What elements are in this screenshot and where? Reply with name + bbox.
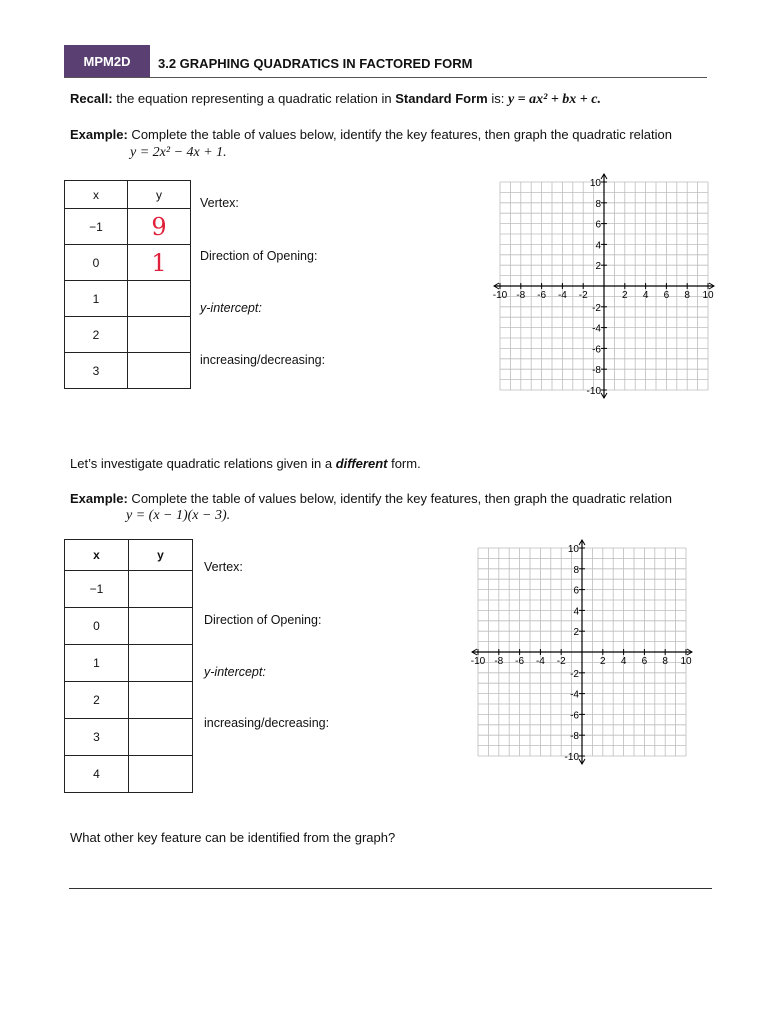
table-header-y: y [129, 540, 193, 571]
y-tick-label: -10 [586, 386, 601, 397]
header-divider [64, 77, 707, 78]
y-tick-label: 10 [589, 178, 601, 189]
example2-equation: y = (x − 1)(x − 3). [126, 508, 231, 523]
table-cell-y[interactable] [128, 209, 191, 245]
table-cell-x: 0 [65, 245, 128, 281]
handwritten-answer: 9 [151, 212, 167, 241]
table-cell-y[interactable] [129, 645, 193, 682]
y-tick-label: 2 [573, 627, 579, 639]
y-tick-label: 6 [573, 585, 579, 597]
table-cell-x: 1 [65, 645, 129, 682]
table-cell-y[interactable] [129, 719, 193, 756]
x-tick-label: 10 [702, 290, 714, 301]
y-tick-label: -6 [592, 344, 601, 356]
investigate-text: Let’s investigate quadratic relations given in a [70, 456, 336, 471]
x-tick-label: -8 [516, 290, 526, 301]
recall-label: Recall: [70, 91, 113, 106]
table-cell-y[interactable] [128, 353, 191, 389]
x-tick-label: 8 [684, 290, 690, 301]
table-cell-x: −1 [65, 209, 128, 245]
y-tick-label: 4 [573, 606, 579, 618]
recall-text: the equation representing a quadratic relation in [112, 91, 396, 106]
x-tick-label: -2 [578, 290, 588, 301]
example1-label: Example: [70, 127, 128, 142]
y-intercept-label: y-intercept: [200, 301, 262, 315]
x-tick-label: -4 [557, 290, 567, 301]
y-tick-label: 8 [595, 198, 601, 210]
y-tick-label: 8 [573, 564, 579, 576]
example1-equation: y = 2x² − 4x + 1. [130, 145, 227, 160]
question-text: What other key feature can be identified from the graph? [70, 830, 396, 845]
y-tick-label: 6 [595, 219, 601, 231]
direction-label: Direction of Opening: [204, 613, 322, 627]
table-cell-x: 2 [65, 682, 129, 719]
table-cell-y[interactable] [129, 571, 193, 608]
table-cell-y[interactable] [128, 245, 191, 281]
x-tick-label: 4 [620, 656, 627, 667]
y-tick-label: -8 [570, 731, 579, 743]
example1-text: Complete the table of values below, identify the key features, then graph the quadratic relation [127, 127, 672, 142]
y-tick-label: -10 [564, 752, 579, 763]
table-header-x: x [65, 540, 129, 571]
handwritten-answer: 1 [151, 248, 167, 277]
y-tick-label: -2 [570, 668, 579, 680]
table-cell-x: −1 [65, 571, 129, 608]
y-tick-label: 2 [595, 261, 601, 273]
standard-form-equation: y = ax² + bx + c. [507, 92, 601, 107]
x-tick-label: 8 [662, 656, 668, 667]
answer-line[interactable] [69, 888, 712, 889]
table-header-y: y [128, 181, 191, 209]
example1-value-table [64, 180, 191, 389]
y-intercept-label: y-intercept: [204, 665, 266, 679]
vertex-label: Vertex: [200, 196, 239, 210]
increasing-decreasing-label: increasing/decreasing: [204, 716, 330, 730]
example1-instruction [70, 127, 672, 142]
y-tick-label: -4 [592, 323, 601, 335]
table-cell-y[interactable] [128, 317, 191, 353]
y-tick-label: -4 [570, 689, 579, 701]
x-tick-label: 2 [600, 656, 606, 667]
table-cell-y[interactable] [128, 281, 191, 317]
table-cell-y[interactable] [129, 608, 193, 645]
coordinate-grid[interactable] [490, 168, 722, 404]
direction-label: Direction of Opening: [200, 249, 318, 263]
table-cell-x: 3 [65, 719, 129, 756]
x-tick-label: 6 [663, 290, 670, 301]
example2-text: Complete the table of values below, identify the key features, then graph the quadratic relation [127, 491, 672, 506]
x-tick-label: -6 [515, 656, 525, 667]
table-cell-x: 0 [65, 608, 129, 645]
table-cell-x: 3 [65, 353, 128, 389]
example2-value-table [64, 539, 193, 793]
page-title: 3.2 GRAPHING QUADRATICS IN FACTORED FORM [158, 56, 473, 71]
investigate-line [70, 456, 421, 471]
example2-instruction [70, 491, 672, 506]
x-tick-label: -8 [494, 656, 504, 667]
course-code-badge: MPM2D [64, 45, 150, 77]
increasing-decreasing-label: increasing/decreasing: [200, 353, 326, 367]
table-cell-x: 1 [65, 281, 128, 317]
x-tick-label: -10 [470, 656, 486, 667]
x-tick-label: 4 [642, 290, 649, 301]
table-cell-y[interactable] [129, 756, 193, 793]
x-tick-label: -4 [535, 656, 545, 667]
x-tick-label: 2 [622, 290, 628, 301]
x-tick-label: -6 [537, 290, 547, 301]
y-tick-label: 10 [567, 544, 579, 555]
x-tick-label: 10 [680, 656, 692, 667]
table-cell-y[interactable] [129, 682, 193, 719]
recall-line [70, 91, 601, 108]
x-tick-label: -2 [556, 656, 566, 667]
table-cell-x: 4 [65, 756, 129, 793]
y-tick-label: -6 [570, 710, 579, 722]
y-tick-label: 4 [595, 240, 601, 252]
example2-label: Example: [70, 491, 128, 506]
vertex-label: Vertex: [204, 560, 243, 574]
standard-form-term: Standard Form [395, 91, 488, 106]
y-tick-label: -8 [592, 365, 601, 377]
different-emphasis: different [335, 456, 388, 471]
recall-text-after: is: [487, 91, 508, 106]
x-tick-label: 6 [641, 656, 648, 667]
coordinate-grid[interactable] [466, 532, 698, 768]
table-cell-x: 2 [65, 317, 128, 353]
x-tick-label: -10 [492, 290, 508, 301]
table-header-x: x [65, 181, 128, 209]
investigate-text-after: form. [387, 456, 421, 471]
y-tick-label: -2 [592, 302, 601, 314]
